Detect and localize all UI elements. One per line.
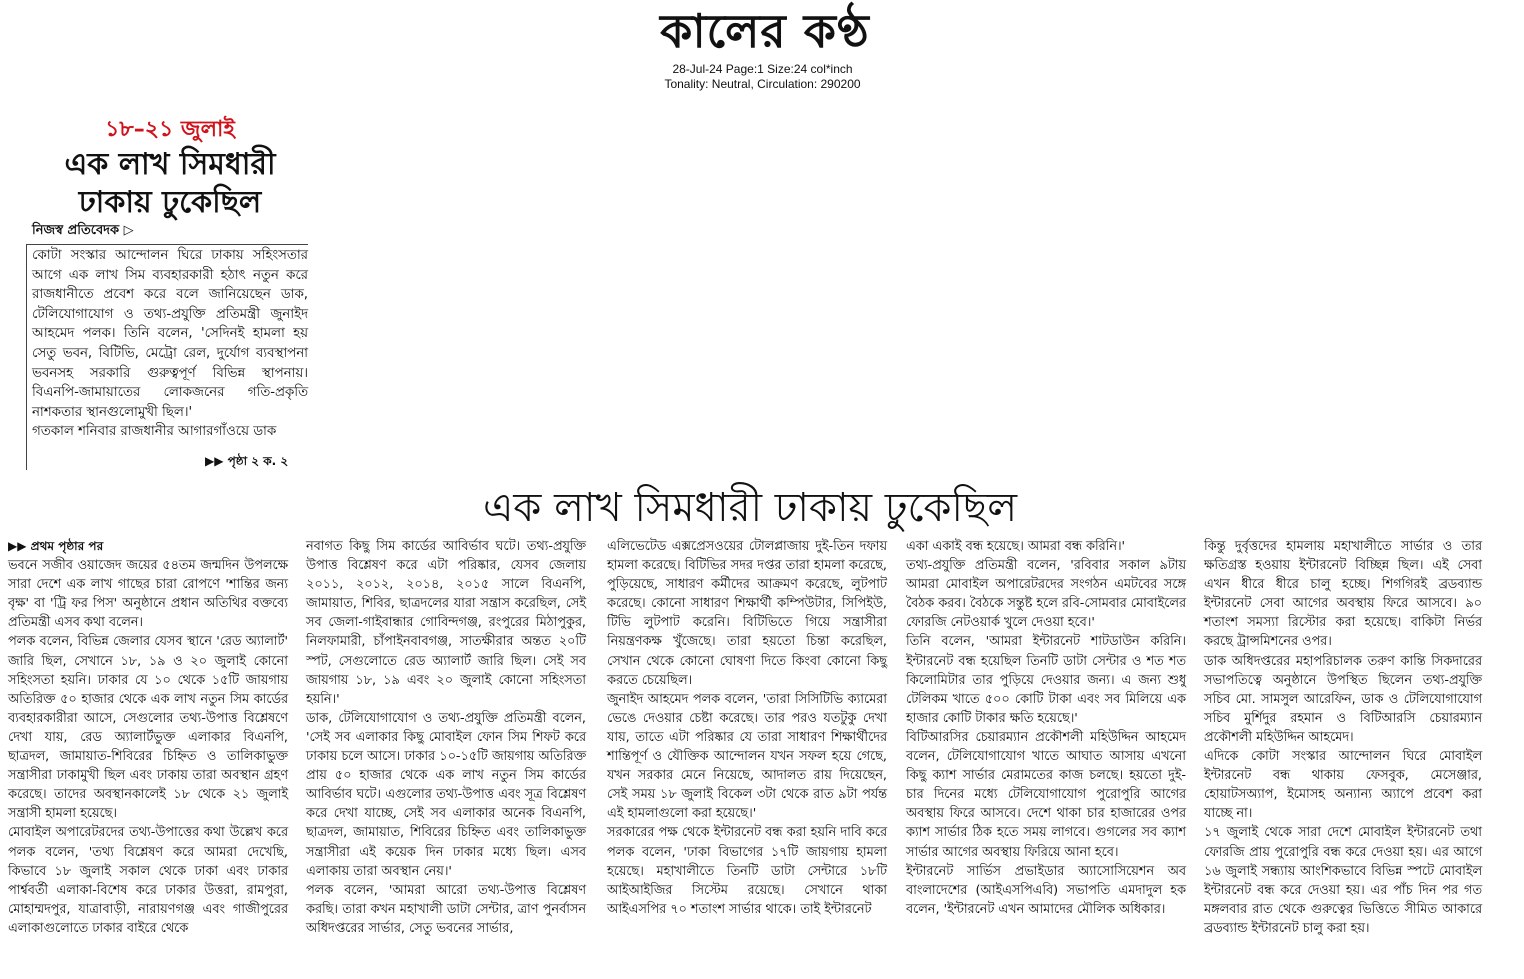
- article-column-2: [306, 537, 586, 938]
- article-column-1: [8, 537, 288, 938]
- front-date-range: ১৮–২১ জুলাই: [105, 117, 235, 142]
- clipping-meta-line1: 28-Jul-24 Page:1 Size:24 col*inch: [672, 62, 853, 76]
- front-title-line2: ঢাকায় ঢুকেছিল: [78, 185, 262, 220]
- paragraph: ডাক, টেলিযোগাযোগ ও তথ্য-প্রযুক্তি প্রতিমন্ত্রী বলেন, 'সেই সব এলাকার কিছু মোবাইল ফোন সিম শিফট করে ঢাকায় চলে আসে। ঢাকার ১০-১৫টি জায়গায় অতিরিক্ত প্রায় ৫০ হাজার থেকে এক লাখ নতুন সিম কার্ডের আবির্ভাব ঘটে। এগুলোর তথ্য-উপাত্ত এবং সূত্র বিশ্লেষণ করে দেখা যাচ্ছে, সেই সব এলাকার অনেক বিএনপি, ছাত্রদল, জামায়াত, শিবিরের চিহ্নিত এবং তালিকাভুক্ত সন্ত্রাসীরা এই কয়েক দিন ঢাকার মধ্যে ছিল। এসব এলাকায় তারা অবস্থান নেয়।': [306, 710, 586, 879]
- byline: নিজস্ব প্রতিবেদক ▷: [32, 223, 134, 238]
- front-lede: [32, 246, 308, 442]
- inside-headline: এক লাখ সিমধারী ঢাকায় ঢুকেছিল: [482, 485, 1018, 531]
- paragraph: সরকারের পক্ষ থেকে ইন্টারনেট বন্ধ করা হয়নি দাবি করে পলক বলেন, 'ঢাকা বিভাগের ১৭টি জায়গায় হামলা হয়েছে। মহাখালীতে তিনটি ডাটা সেন্টারে ১৮টি আইআইজির সিস্টেম রয়েছে। সেখানে থাকা আইএসপির ৭০ শতাংশ সার্ভার থাকে। তাই ইন্টারনেট: [607, 825, 887, 917]
- paragraph: পলক বলেন, 'আমরা আরো তথ্য-উপাত্ত বিশ্লেষণ করছি। তারা কখন মহাখালী ডাটা সেন্টার, ত্রাণ পুনর্বাসন অধিদপ্তরের সার্ভার, সেতু ভবনের সার্ভার,: [306, 882, 586, 936]
- paragraph: ভবনে সজীব ওয়াজেদ জয়ের ৫৪তম জন্মদিন উপলক্ষে সারা দেশে এক লাখ গাছের চারা রোপণে 'শান্তির জন্য বৃক্ষ' বা 'ট্রি ফর পিস' অনুষ্ঠানে প্রধান অতিথির বক্তব্যে প্রতিমন্ত্রী এসব কথা বলেন।: [8, 558, 288, 631]
- lede-left-rule: [26, 244, 27, 470]
- lede-paragraph: কোটা সংস্কার আন্দোলন ঘিরে ঢাকায় সহিংসতার আগে এক লাখ সিম ব্যবহারকারী হঠাৎ নতুন করে রাজধানীতে প্রবেশ করে বলে জানিয়েছেন ডাক, টেলিযোগাযোগ ও তথ্য-প্রযুক্তি প্রতিমন্ত্রী জুনাইদ আহমেদ পলক। তিনি বলেন, 'সেদিনই হামলা হয় সেতু ভবন, বিটিভি, মেট্রো রেল, দুর্যোগ ব্যবস্থাপনা ভবনসহ সরকারি গুরুত্বপূর্ণ বিভিন্ন স্থাপনায়। বিএনপি-জামায়াতের লোকজনের গতি-প্রকৃতি নাশকতার স্থানগুলোমুখী ছিল।': [32, 248, 308, 420]
- paragraph: কিন্তু দুর্বৃত্তদের হামলায় মহাখালীতে সার্ভার ও তার ক্ষতিগ্রস্ত হওয়ায় ইন্টারনেট বিচ্ছিন্ন ছিল। এই সেবা এখন ধীরে ধীরে চালু হচ্ছে। শিগগিরই ব্রডব্যান্ড ইন্টারনেট সেবা আগের অবস্থায় ফিরে আসবে। ৯০ শতাংশ সমস্যা রিস্টোর করা হয়েছে। বাকিটা নির্ভর করছে ট্রান্সমিশনের ওপর।: [1204, 539, 1482, 650]
- lede-top-rule: [26, 244, 308, 245]
- paragraph: বিটিআরসির চেয়ারম্যান প্রকৌশলী মহিউদ্দিন আহমেদ বলেন, টেলিযোগাযোগ খাতে আঘাত আসায় এখনো কিছু ক্যাশ সার্ভার মেরামতের কাজ চলছে। হয়তো দুই-চার দিনের মধ্যে টেলিযোগাযোগ পুরোপুরি আগের অবস্থায় ফিরে আসবে। দেশে থাকা চার হাজারের ওপর ক্যাশ সার্ভার ঠিক হতে সময় লাগবে। গুগলের সব ক্যাশ সার্ভার আগের অবস্থায় ফিরিয়ে আনা হবে।: [906, 729, 1186, 860]
- paragraph: এদিকে কোটা সংস্কার আন্দোলন ঘিরে মোবাইল ইন্টারনেট বন্ধ থাকায় ফেসবুক, মেসেঞ্জার, হোয়াটসঅ্যাপ, ইমোসহ অন্যান্য অ্যাপে প্রবেশ করা যাচ্ছে না।: [1204, 749, 1482, 822]
- newspaper-masthead: কালের কণ্ঠ: [660, 4, 870, 58]
- continued-marker: ▶▶ পৃষ্ঠা ২ ক. ২: [205, 454, 289, 468]
- paragraph: তিনি বলেন, 'আমরা ইন্টারনেট শাটডাউন করিনি। ইন্টারনেট বন্ধ হয়েছিল তিনটি ডাটা সেন্টার ও শত শত কিলোমিটার তার পুড়িয়ে দেওয়ার জন্য। এ জন্য শুধু টেলিকম খাতে ৫০০ কোটি টাকা এবং সব মিলিয়ে এক হাজার কোটি টাকার ক্ষতি হয়েছে।': [906, 634, 1186, 726]
- paragraph: ইন্টারনেট সার্ভিস প্রভাইডার অ্যাসোসিয়েশন অব বাংলাদেশের (আইএসপিএবি) সভাপতি এমদাদুল হক বলেন, 'ইন্টারনেট এখন আমাদের মৌলিক অধিকার।: [906, 863, 1186, 917]
- clipping-meta-line2: Tonality: Neutral, Circulation: 290200: [664, 77, 861, 91]
- article-column-5: [1204, 537, 1482, 938]
- paragraph: নবাগত কিছু সিম কার্ডের আবির্ভাব ঘটে। তথ্য-প্রযুক্তি উপাত্ত বিশ্লেষণ করে এটা পরিষ্কার, যেসব জেলায় ২০১১, ২০১২, ২০১৪, ২০১৫ সালে বিএনপি, জামায়াত, শিবির, ছাত্রদলের যারা সন্ত্রাস করেছিল, সেই সব জেলা-গাইবান্ধার গোবিন্দগঞ্জ, রংপুরের মিঠাপুকুর, নিলফামারী, চাঁপাইনবাবগঞ্জ, সাতক্ষীরার অন্তত ২০টি স্পট, সেগুলোতে রেড অ্যালার্ট জারি ছিল। সেই সব জায়গায় ১৮, ১৯ এবং ২০ জুলাই কোনো সহিংসতা হয়নি।': [306, 539, 586, 707]
- paragraph: মোবাইল অপারেটরদের তথ্য-উপাত্তের কথা উল্লেখ করে পলক বলেন, 'তথ্য বিশ্লেষণ করে আমরা দেখেছি, কিভাবে ১৮ জুলাই সকাল থেকে ঢাকা এবং ঢাকার পার্শ্ববর্তী এলাকা-বিশেষ করে ঢাকার উত্তরা, রামপুরা, মোহাম্মদপুর, যাত্রাবাড়ী, নারায়ণগঞ্জ এবং গাজীপুরের এলাকাগুলোতে ঢাকার বাইরে থেকে: [8, 825, 288, 936]
- article-column-3: [607, 537, 887, 919]
- paragraph: পলক বলেন, বিভিন্ন জেলার যেসব স্থানে 'রেড অ্যালার্ট' জারি ছিল, সেখানে ১৮, ১৯ ও ২০ জুলাই কোনো সহিংসতা হয়নি। ঢাকার যে ১০ থেকে ১৫টি জায়গায় অতিরিক্ত ৫০ হাজার থেকে এক লাখ নতুন সিম কার্ডের ব্যবহারকারীরা আসে, সেগুলোর তথ্য-উপাত্ত বিশ্লেষণে দেখা যায়, রেড অ্যালার্টভুক্ত এলাকার বিএনপি, ছাত্রদল, জামায়াত-শিবিরের চিহ্নিত ও তালিকাভুক্ত সন্ত্রাসীরা ঢাকামুখী ছিল এবং ঢাকায় তারা অবস্থান গ্রহণ করেছে। তাদের অবস্থানকালেই ১৮ থেকে ২১ জুলাই সন্ত্রাসী হামলা হয়েছে।: [8, 634, 288, 822]
- paragraph: ডাক অধিদপ্তরের মহাপরিচালক তরুণ কান্তি সিকদারের সভাপতিত্বে অনুষ্ঠানে উপস্থিত ছিলেন তথ্য-প্রযুক্তি সচিব মো. সামসুল আরেফিন, ডাক ও টেলিযোগাযোগ সচিব মুর্শিদুর রহমান ও বিটিআরসি চেয়ারম্যান প্রকৌশলী মহিউদ্দিন আহমেদ।: [1204, 653, 1482, 745]
- paragraph: তথ্য-প্রযুক্তি প্রতিমন্ত্রী বলেন, 'রবিবার সকাল ৯টায় আমরা মোবাইল অপারেটরদের সংগঠন এমটবের সঙ্গে বৈঠক করব। বৈঠকে সন্তুষ্ট হলে রবি-সোমবার মোবাইলের ফোরজি নেটওয়ার্ক খুলে দেওয়া হবে।': [906, 558, 1186, 631]
- article-column-4: [906, 537, 1186, 919]
- paragraph: ১৭ জুলাই থেকে সারা দেশে মোবাইল ইন্টারনেট তথা ফোরজি প্রায় পুরোপুরি বন্ধ করে দেওয়া হয়। এর আগে ১৬ জুলাই সন্ধ্যায় আংশিকভাবে বিভিন্ন স্পটে মোবাইল ইন্টারনেট বন্ধ করে দেওয়া হয়। এর পাঁচ দিন পর গত মঙ্গলবার রাত থেকে গুরুত্বের ভিত্তিতে সীমিত আকারে ব্রডব্যান্ড ইন্টারনেট চালু করা হয়।: [1204, 825, 1482, 936]
- paragraph: একা একাই বন্ধ হয়েছে। আমরা বন্ধ করিনি।': [906, 539, 1126, 554]
- paragraph: এলিভেটেড এক্সপ্রেসওয়ের টোলপ্লাজায় দুই-তিন দফায় হামলা করেছে। বিটিভির সদর দপ্তর তারা হামলা করেছে, পুড়িয়েছে, সাধারণ কর্মীদের আক্রমণ করেছে, লুটপাট করেছে। কোনো সাধারণ শিক্ষার্থী কম্পিউটার, সিপিইউ, টিভি লুটপাট করেনি। বিটিভিতে গিয়ে সন্ত্রাসীরা নিয়ন্ত্রণকক্ষ খুঁজেছে। তারা হয়তো চিন্তা করেছিল, সেখান থেকে কোনো ঘোষণা দিতে কিংবা কোনো কিছু করতে চেয়েছিল।: [607, 539, 887, 688]
- continued-from-label: ▶▶ প্রথম পৃষ্ঠার পর: [8, 539, 104, 553]
- front-title-line1: এক লাখ সিমধারী: [64, 147, 276, 182]
- lede-paragraph: গতকাল শনিবার রাজধানীর আগারগাঁওয়ে ডাক: [32, 424, 277, 440]
- paragraph: জুনাইদ আহমেদ পলক বলেন, 'তারা সিসিটিভি ক্যামেরা ভেঙে দেওয়ার চেষ্টা করেছে। তার পরও যতটুকু দেখা যায়, তাতে এটা পরিষ্কার যে তারা সাধারণ শিক্ষার্থীদের শান্তিপূর্ণ ও যৌক্তিক আন্দোলন যখন সফল হয়ে গেছে, যখন সরকার মেনে নিয়েছে, আদালত রায় দিয়েছেন, সেই সময় ১৮ জুলাই বিকেল ৩টা থেকে রাত ৯টা পর্যন্ত এই হামলাগুলো করা হয়েছে।': [607, 691, 887, 822]
